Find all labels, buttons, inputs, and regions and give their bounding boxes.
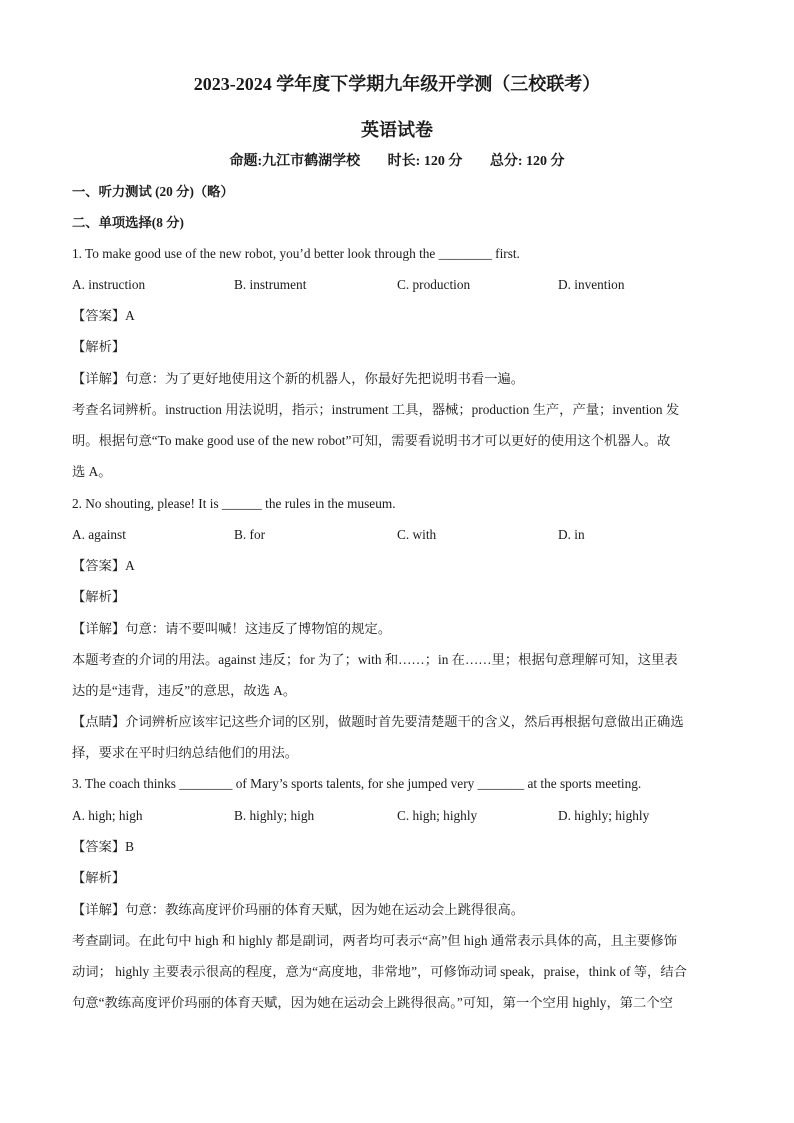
q2-option-a: A. against [72, 527, 126, 542]
q3-analysis-label: 【解析】 [72, 870, 126, 885]
exam-duration: 时长: 120 分 [387, 154, 463, 169]
q1-detail: 【详解】句意：为了更好地使用这个新的机器人，你最好先把说明书看一遍。 [72, 371, 525, 386]
q2-option-c: C. with [397, 527, 437, 542]
section-listening: 一、听力测试 (20 分)（略） [72, 184, 234, 199]
question-3-stem: 3. The coach thinks ________ of Mary’s sports talents, for she jumped very _______ at the sports meeting. [72, 776, 642, 791]
exam-author: 命题:九江市鹤湖学校 [229, 154, 361, 169]
q2-detail: 【详解】句意：请不要叫喊！这违反了博物馆的规定。 [72, 621, 392, 636]
exam-subtitle: 英语试卷 [361, 120, 433, 140]
q1-answer: 【答案】A [72, 308, 135, 323]
q3-option-a: A. high; high [72, 808, 143, 823]
exam-info [0, 150, 794, 170]
q2-tip-2: 择，要求在平时归纳总结他们的用法。 [72, 745, 299, 760]
q1-option-d: D. invention [558, 277, 625, 292]
q3-option-d: D. highly; highly [558, 808, 650, 823]
q3-option-c: C. high; highly [397, 808, 478, 823]
exam-total: 总分: 120 分 [489, 154, 565, 169]
q1-explanation-3: 选 A。 [72, 464, 112, 479]
q3-detail: 【详解】句意：教练高度评价玛丽的体育天赋，因为她在运动会上跳得很高。 [72, 902, 525, 917]
exam-title: 2023-2024 学年度下学期九年级开学测（三校联考） [193, 74, 601, 94]
q1-explanation-1: 考查名词辨析。instruction 用法说明，指示；instrument 工具，器械；production 生产，产量；invention 发 [72, 402, 680, 417]
q2-explanation-1: 本题考查的介词的用法。against 违反；for 为了；with 和……；in 在……里；根据句意理解可知，这里表 [72, 652, 678, 667]
q3-answer: 【答案】B [72, 839, 135, 854]
q2-explanation-2: 达的是“违背，违反”的意思，故选 A。 [72, 683, 297, 698]
section-single-choice: 二、单项选择(8 分) [72, 215, 184, 230]
q2-option-d: D. in [558, 527, 585, 542]
question-1-stem: 1. To make good use of the new robot, you’d better look through the ________ first. [72, 246, 520, 261]
q3-explanation-1: 考查副词。在此句中 high 和 highly 都是副词，两者均可表示“高”但 high 通常表示具体的高，且主要修饰 [72, 933, 677, 948]
q1-option-a: A. instruction [72, 277, 146, 292]
q3-option-b: B. highly; high [234, 808, 315, 823]
q2-tip-1: 【点睛】介词辨析应该牢记这些介词的区别，做题时首先要清楚题干的含义，然后再根据句意做出正确选 [72, 714, 684, 729]
q2-analysis-label: 【解析】 [72, 589, 126, 604]
q1-explanation-2: 明。根据句意“To make good use of the new robot”可知，需要看说明书才可以更好的使用这个机器人。故 [72, 433, 671, 448]
q3-explanation-3: 句意“教练高度评价玛丽的体育天赋，因为她在运动会上跳得很高。”可知，第一个空用 highly，第二个空 [72, 995, 673, 1010]
q2-answer: 【答案】A [72, 558, 135, 573]
q3-explanation-2: 动词； highly 主要表示很高的程度，意为“高度地，非常地”，可修饰动词 speak，praise，think of 等，结合 [72, 964, 687, 979]
question-2-stem: 2. No shouting, please! It is ______ the rules in the museum. [72, 496, 396, 511]
q1-analysis-label: 【解析】 [72, 339, 126, 354]
q1-option-c: C. production [397, 277, 471, 292]
q1-option-b: B. instrument [234, 277, 307, 292]
q2-option-b: B. for [234, 527, 266, 542]
